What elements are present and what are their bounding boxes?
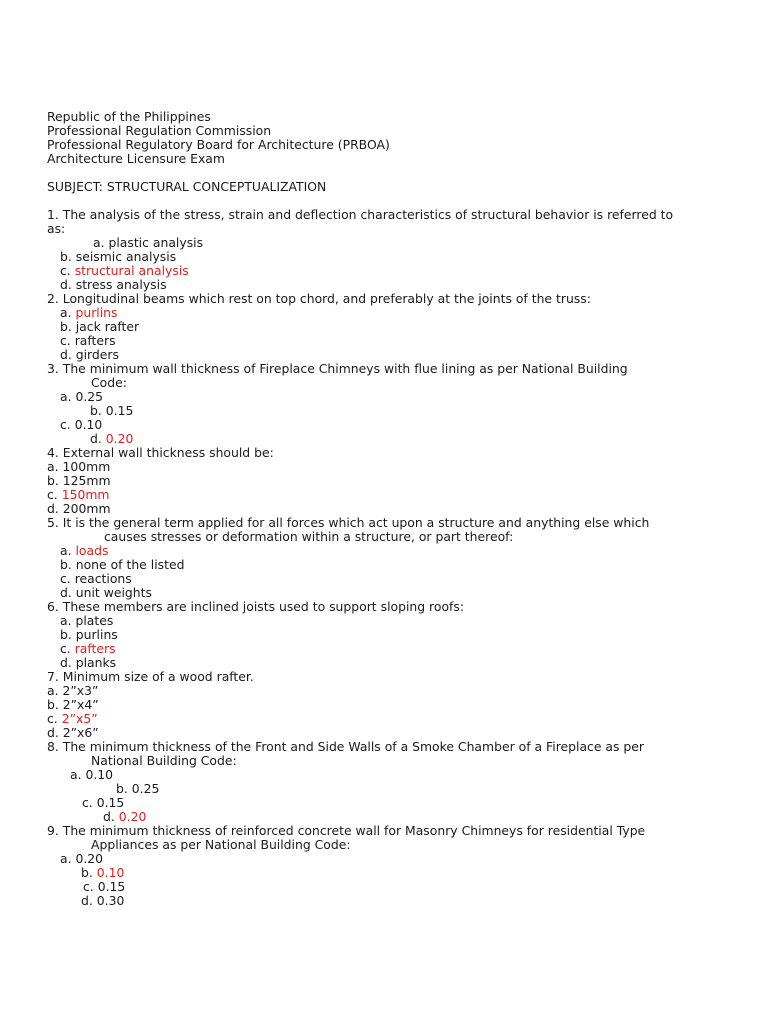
question-9-option-c: c. 0.15 <box>83 879 126 894</box>
header-line-board: Professional Regulatory Board for Architecture (PRBOA) <box>47 137 390 152</box>
question-5-option-d: d. unit weights <box>60 585 152 600</box>
question-1-option-d: d. stress analysis <box>60 277 167 292</box>
question-9-stem: 9. The minimum thickness of reinforced concrete wall for Masonry Chimneys for residential Type <box>47 823 646 838</box>
question-7-option-b: b. 2”x4” <box>47 697 99 712</box>
question-8-option-b: b. 0.25 <box>116 781 160 796</box>
option-prefix: c. <box>60 263 75 278</box>
question-1-option-a: a. plastic analysis <box>93 235 204 250</box>
question-4-option-d: d. 200mm <box>47 501 111 516</box>
question-7-stem: 7. Minimum size of a wood rafter. <box>47 669 254 684</box>
question-1-stem: 1. The analysis of the stress, strain and deflection characteristics of structural behavior is referred to <box>47 207 674 222</box>
correct-answer: 0.20 <box>118 809 147 824</box>
header-line-exam: Architecture Licensure Exam <box>47 151 225 166</box>
option-prefix: a. <box>60 305 76 320</box>
correct-answer: loads <box>75 543 109 558</box>
question-5-option-b: b. none of the listed <box>60 557 185 572</box>
question-9-stem-cont: Appliances as per National Building Code: <box>91 837 351 852</box>
question-9-option-d: d. 0.30 <box>81 893 125 908</box>
question-3-option-a: a. 0.25 <box>60 389 104 404</box>
question-2-option-a <box>60 306 118 320</box>
option-prefix: b. <box>81 865 97 880</box>
correct-answer: 150mm <box>61 487 110 502</box>
question-5-option-a <box>60 544 108 558</box>
question-9-option-a: a. 0.20 <box>60 851 104 866</box>
question-9-option-b <box>81 866 124 880</box>
question-5-stem-cont: causes stresses or deformation within a structure, or part thereof: <box>104 529 514 544</box>
question-2-option-d: d. girders <box>60 347 119 362</box>
option-prefix: d. <box>90 431 106 446</box>
question-6-option-d: d. planks <box>60 655 117 670</box>
question-2-option-c: c. rafters <box>60 333 116 348</box>
question-4-stem: 4. External wall thickness should be: <box>47 445 274 460</box>
question-4-option-c <box>47 488 110 502</box>
correct-answer: structural analysis <box>74 263 189 278</box>
option-prefix: c. <box>47 711 62 726</box>
question-3-stem-cont: Code: <box>91 375 127 390</box>
question-1-option-b: b. seismic analysis <box>60 249 177 264</box>
question-6-option-a: a. plates <box>60 613 114 628</box>
question-4-option-a: a. 100mm <box>47 459 111 474</box>
question-3-option-c: c. 0.10 <box>60 417 103 432</box>
option-prefix: a. <box>60 543 76 558</box>
question-4-option-b: b. 125mm <box>47 473 111 488</box>
question-5-stem: 5. It is the general term applied for all forces which act upon a structure and anything else which <box>47 515 650 530</box>
question-6-option-b: b. purlins <box>60 627 118 642</box>
header-line-commission: Professional Regulation Commission <box>47 123 272 138</box>
option-prefix: c. <box>60 641 75 656</box>
correct-answer: purlins <box>75 305 118 320</box>
question-8-option-a: a. 0.10 <box>70 767 114 782</box>
question-3-stem: 3. The minimum wall thickness of Fireplace Chimneys with flue lining as per National Building <box>47 361 628 376</box>
question-8-stem-cont: National Building Code: <box>91 753 237 768</box>
question-1-stem-cont: as: <box>47 221 66 236</box>
question-7-option-c <box>47 712 98 726</box>
question-7-option-d: d. 2”x6” <box>47 725 99 740</box>
question-6-option-c <box>60 642 116 656</box>
question-3-option-d <box>90 432 133 446</box>
question-7-option-a: a. 2”x3” <box>47 683 99 698</box>
question-8-stem: 8. The minimum thickness of the Front and Side Walls of a Smoke Chamber of a Fireplace as per <box>47 739 644 754</box>
correct-answer: rafters <box>74 641 116 656</box>
question-2-stem: 2. Longitudinal beams which rest on top chord, and preferably at the joints of the truss: <box>47 291 591 306</box>
question-6-stem: 6. These members are inclined joists used to support sloping roofs: <box>47 599 465 614</box>
question-8-option-d <box>103 810 146 824</box>
correct-answer: 0.10 <box>96 865 125 880</box>
option-prefix: d. <box>103 809 119 824</box>
correct-answer: 2”x5” <box>61 711 98 726</box>
question-3-option-b: b. 0.15 <box>90 403 134 418</box>
question-8-option-c: c. 0.15 <box>82 795 125 810</box>
correct-answer: 0.20 <box>105 431 134 446</box>
subject-heading: SUBJECT: STRUCTURAL CONCEPTUALIZATION <box>47 179 327 194</box>
question-1-option-c <box>60 264 189 278</box>
question-5-option-c: c. reactions <box>60 571 132 586</box>
option-prefix: c. <box>47 487 62 502</box>
header-line-country: Republic of the Philippines <box>47 109 211 124</box>
question-2-option-b: b. jack rafter <box>60 319 140 334</box>
